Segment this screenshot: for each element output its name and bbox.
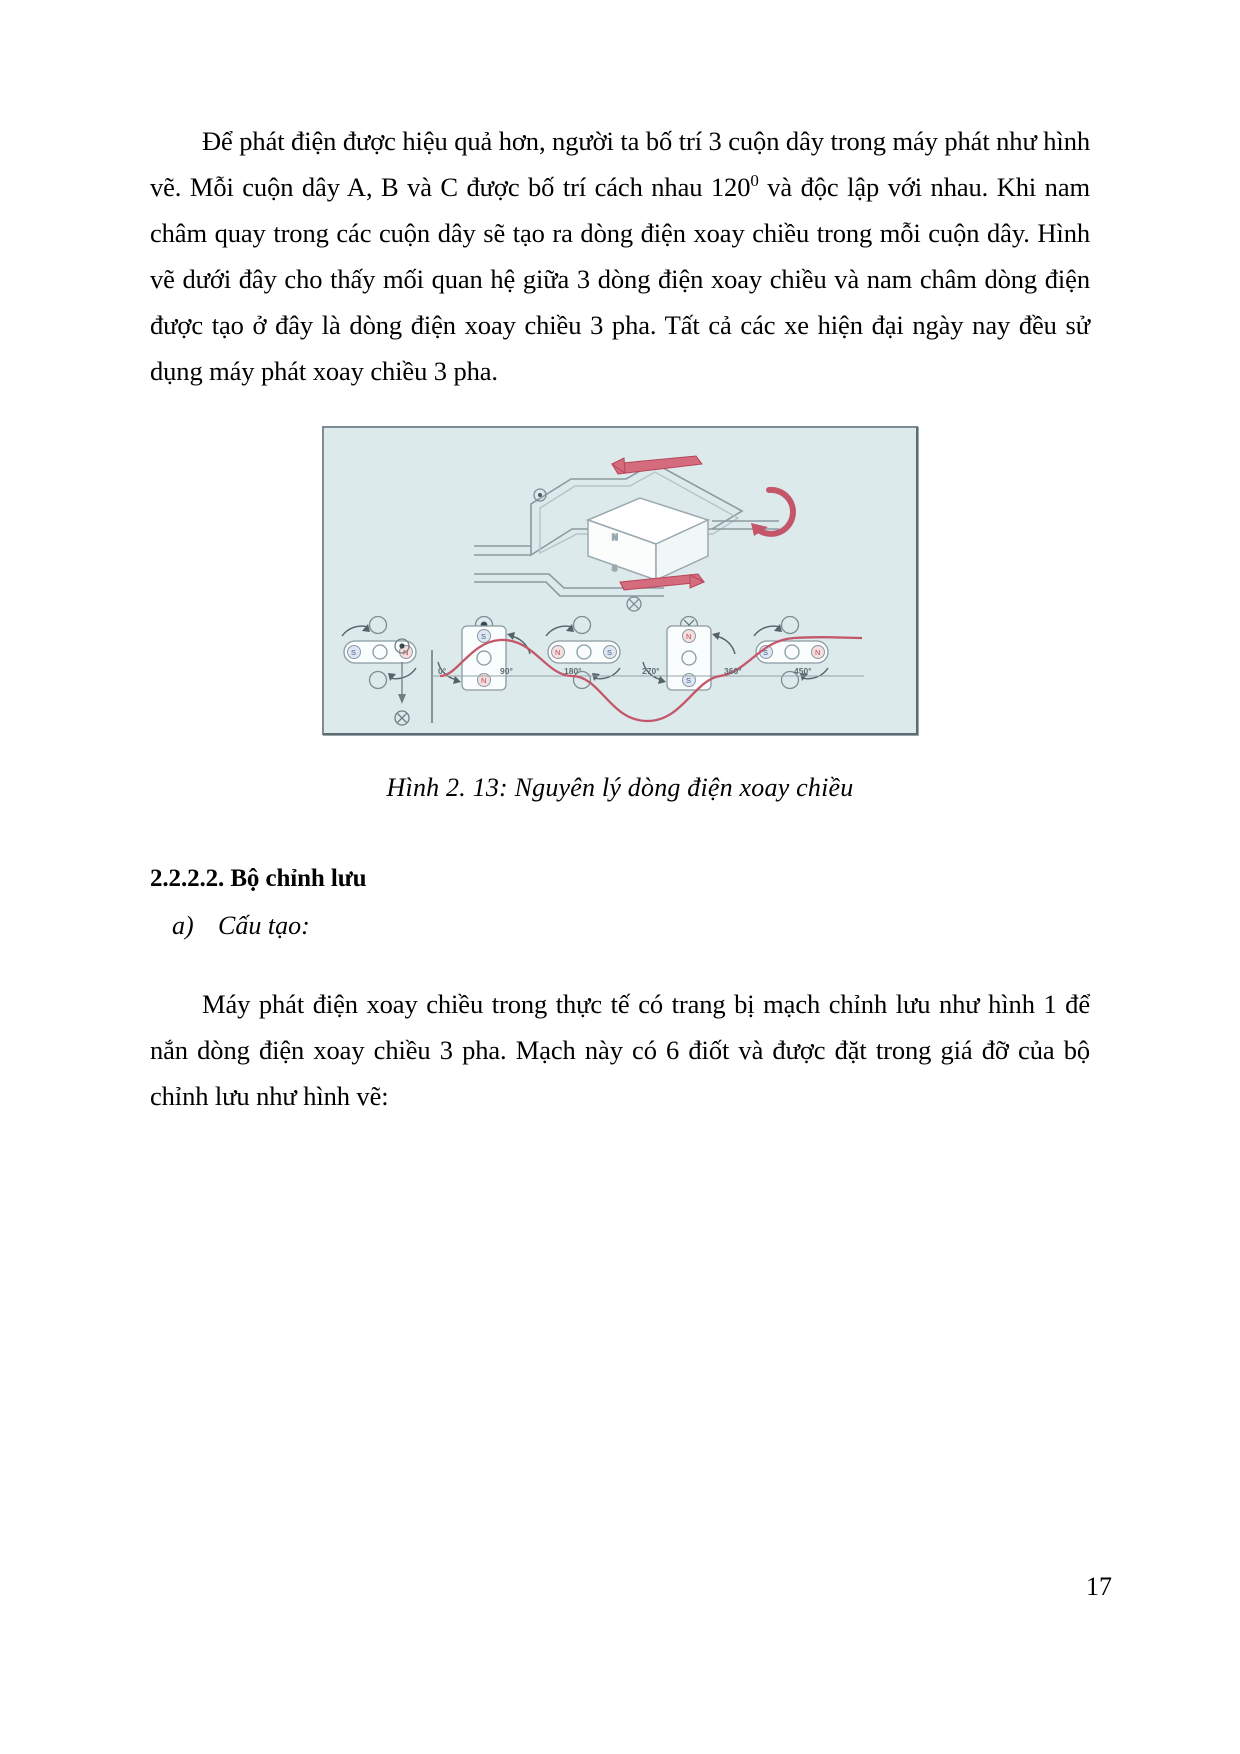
rot-arrow-4a-head (712, 632, 720, 640)
field-indicator-dot-1-core (538, 493, 542, 497)
rot-arrow-3a-head (566, 624, 574, 632)
polarity-dot-core (399, 643, 404, 648)
figure-ac-principle (322, 426, 918, 735)
field-indicator-cross-1-x (629, 599, 639, 609)
pole-label-1-right: N (403, 648, 409, 657)
rot-arrow-4b-head (658, 676, 666, 684)
pole-label-4-top: N (686, 632, 692, 641)
magnet-stage-2 (438, 617, 530, 691)
rot-arrow-3b (594, 668, 620, 679)
paragraph-rectifier (150, 981, 1090, 1119)
paragraph-intro-part-b: và độc lập với nhau. Khi nam châm quay trong các cuộn dây sẽ tạo ra dòng điện xoay chiều trong mỗi cuộn dây. Hình vẽ dưới đây cho thấy mối quan hệ giữa 3 dòng điện xoay chiều và nam châm dòng điện được tạo ở đây là dòng điện xoay chiều 3 pha. Tất cả các xe hiện đại ngày nay đều sử dụng máy phát xoay chiều 3 pha. (150, 172, 1090, 386)
waveform-tick-3: 270° (642, 666, 660, 676)
coil-top-5 (782, 617, 799, 634)
pole-label-2-bottom: N (481, 676, 487, 685)
rot-arrow-1b (390, 668, 416, 679)
waveform-tick-0: 0° (438, 666, 447, 676)
rot-arrow-2a-head (507, 632, 515, 640)
page-content (150, 118, 1090, 1119)
bar-magnet-3d (588, 498, 708, 580)
waveform-tick-1: 90° (500, 666, 513, 676)
magnet-stage-4 (643, 617, 735, 691)
page-number: 17 (1086, 1572, 1112, 1601)
figure-container (150, 426, 1090, 735)
waveform-tick-2: 180° (564, 666, 582, 676)
rotor-shaft-left-upper (474, 546, 531, 555)
coil-top-1 (370, 617, 387, 634)
pole-label-4-bottom: S (686, 676, 692, 685)
pole-label-5-right: N (815, 648, 821, 657)
rotor-shaft-left-lower (474, 574, 520, 582)
rot-arrow-1a-head (362, 624, 370, 632)
section-heading: 2.2.2.2. Bộ chỉnh lưu (150, 865, 367, 892)
waveform-tick-4: 360° (724, 666, 742, 676)
polarity-cross-x (398, 714, 407, 723)
sub-item-a-text: Cấu tạo: (218, 911, 310, 940)
rot-arrow-5a-head (774, 624, 782, 632)
pole-label-5-left: S (763, 648, 769, 657)
coil-top-3 (574, 617, 591, 634)
rot-arrow-2b-head (453, 676, 461, 684)
pole-label-3-right: S (607, 648, 613, 657)
coil-bottom-1 (370, 672, 387, 689)
polarity-arrow-head (398, 694, 406, 704)
sub-item-a-label: a) (172, 911, 194, 940)
figure-caption: Hình 2. 13: Nguyên lý dòng điện xoay chiều (386, 773, 854, 802)
paragraph-intro-part-a: Để phát điện được hiệu quả hơn, người ta bố trí 3 cuộn dây trong máy phát như hình vẽ. Mỗi cuộn dây A, B và C được bố trí cách nhau 120 (150, 126, 1090, 202)
sub-item-a (172, 911, 1090, 941)
magnet-stage-5 (754, 617, 828, 689)
magnet-pole-label-s: S (612, 564, 618, 573)
rot-arrow-3b-head (592, 673, 600, 681)
paragraph-rectifier-text: Máy phát điện xoay chiều trong thực tế có trang bị mạch chỉnh lưu như hình 1 để nắn dòng điện xoay chiều 3 pha. Mạch này có 6 điốt và được đặt trong giá đỡ của bộ chỉnh lưu như hình vẽ: (150, 989, 1090, 1111)
paragraph-intro (150, 118, 1090, 394)
figure-illustration (324, 428, 912, 729)
arrow-top-body (612, 456, 702, 474)
degree-exponent: 0 (750, 171, 759, 191)
pole-label-1-left: S (351, 648, 357, 657)
rot-arrow-1b-head (388, 673, 396, 681)
pole-label-3-left: N (555, 648, 561, 657)
magnet-pole-label-n: N (612, 533, 618, 542)
pole-label-2-top: S (481, 632, 487, 641)
waveform-tick-5: 450° (794, 666, 812, 676)
